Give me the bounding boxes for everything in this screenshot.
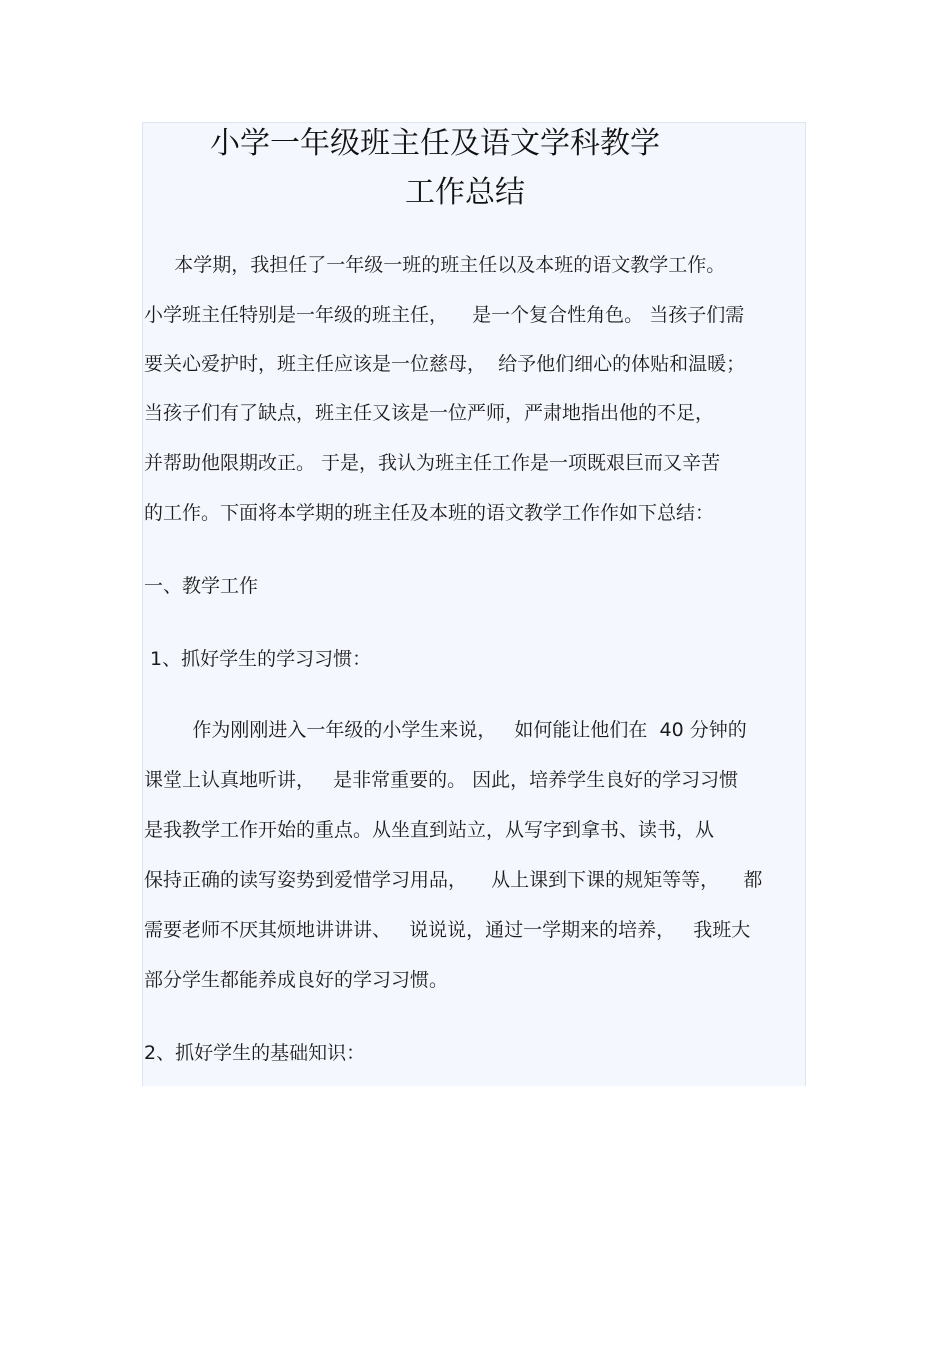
paragraph-line: 作为刚刚进入一年级的小学生来说， 如何能让他们在 40 分钟的 [144,719,747,741]
intro-line: 本学期，我担任了一年级一班的班主任以及本班的语文教学工作。 [144,254,726,276]
paragraph-line: 课堂上认真地听讲， 是非常重要的。 因此，培养学生良好的学习习惯 [144,769,739,791]
document-title-line-1: 小学一年级班主任及语文学科教学 [210,126,660,161]
section-heading: 一、教学工作 [144,575,259,597]
intro-line: 要关心爱护时，班主任应该是一位慈母， 给予他们细心的体贴和温暖； [144,353,746,375]
paragraph-line: 需要老师不厌其烦地讲讲讲、 说说说，通过一学期来的培养， 我班大 [144,919,751,941]
intro-line: 并帮助他限期改正。 于是，我认为班主任工作是一项既艰巨而又辛苦 [144,452,721,474]
document-title-line-2: 工作总结 [405,175,525,210]
subsection-heading-2: 2、抓好学生的基础知识： [144,1042,366,1064]
intro-line: 小学班主任特别是一年级的班主任， 是一个复合性角色。 当孩子们需 [144,304,745,326]
paragraph-line: 是我教学工作开始的重点。从坐直到站立，从写字到拿书、读书，从 [144,819,715,841]
intro-line: 的工作。下面将本学期的班主任及本班的语文教学工作作如下总结： [144,502,715,524]
paragraph-line: 保持正确的读写姿势到爱惜学习用品， 从上课到下课的规矩等等， 都 [144,869,763,891]
intro-line: 当孩子们有了缺点，班主任又该是一位严师，严肃地指出他的不足， [144,402,715,424]
paragraph-line: 部分学生都能养成良好的学习习惯。 [144,969,449,991]
subsection-heading-1: 1、抓好学生的学习习惯： [144,648,372,670]
